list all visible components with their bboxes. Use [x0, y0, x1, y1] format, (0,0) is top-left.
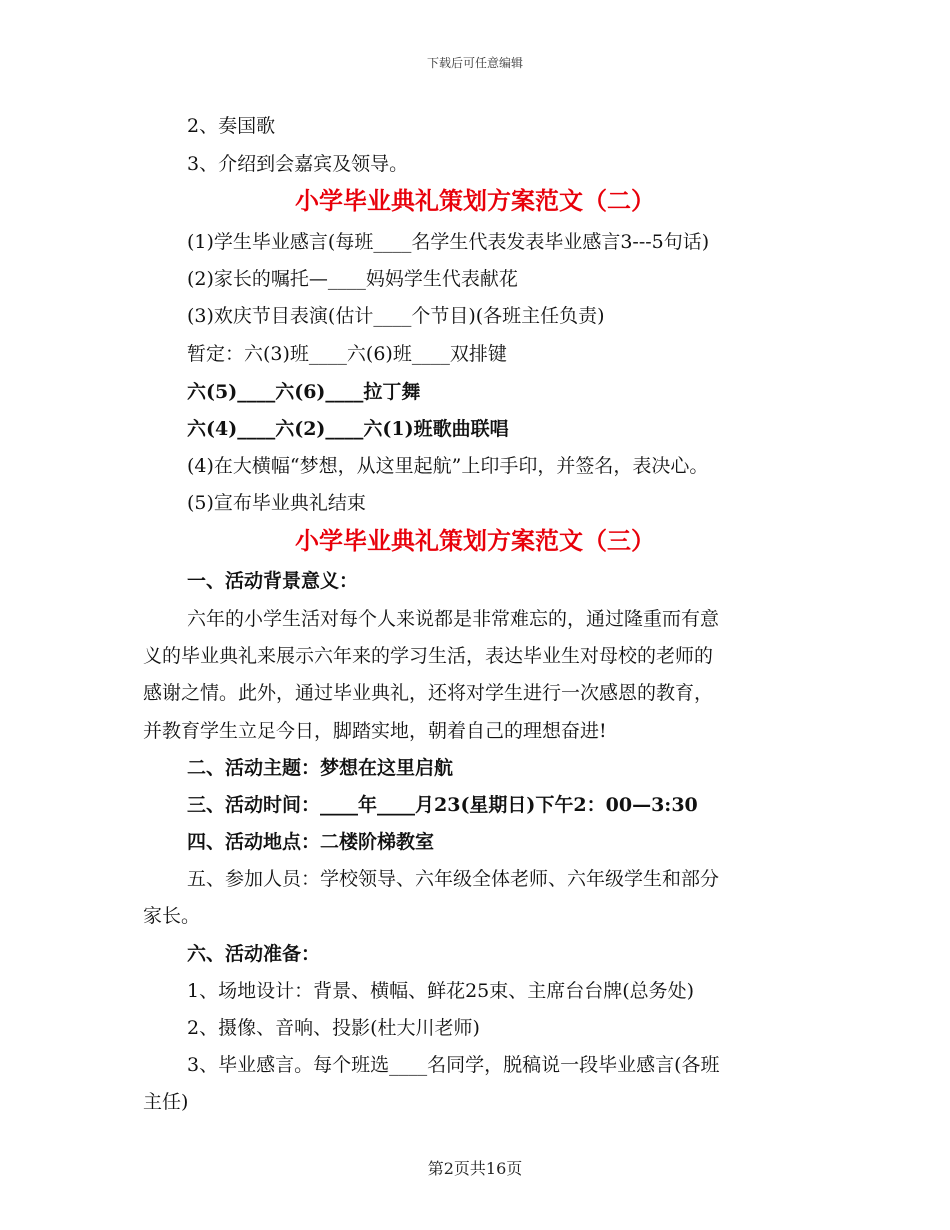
- list-item: (1)学生毕业感言(每班____名学生代表发表毕业感言3---5句话): [187, 231, 710, 253]
- paragraph-line: 3、毕业感言。每个班选____名同学，脱稿说一段毕业感言(各班: [187, 1054, 720, 1076]
- subsection-heading: 六、活动准备：: [187, 943, 321, 965]
- section-heading-3: 小学毕业典礼策划方案范文（三）: [295, 526, 655, 555]
- section-heading-2: 小学毕业典礼策划方案范文（二）: [295, 186, 655, 215]
- paragraph-line: 主任): [143, 1091, 189, 1113]
- program-item-3: 3、介绍到会嘉宾及领导。: [187, 153, 409, 175]
- page-header: 下载后可任意编辑: [426, 56, 523, 70]
- subsection-heading: 三、活动时间：____年____月23(星期日)下午2：00—3:30: [187, 794, 698, 816]
- paragraph-line: 五、参加人员：学校领导、六年级全体老师、六年级学生和部分: [187, 868, 720, 890]
- paragraph-line: 1、场地设计：背景、横幅、鲜花25束、主席台台牌(总务处): [187, 980, 695, 1002]
- paragraph-line: 并教育学生立足今日，脚踏实地，朝着自己的理想奋进!: [143, 720, 607, 742]
- paragraph-line: 义的毕业典礼来展示六年来的学习生活，表达毕业生对母校的老师的: [143, 645, 714, 667]
- list-item: (5)宣布毕业典礼结束: [187, 492, 366, 514]
- list-item: (3)欢庆节目表演(估计____个节目)(各班主任负责): [187, 305, 605, 327]
- program-item-2: 2、奏国歌: [187, 115, 276, 137]
- list-item: (2)家长的嘱托—____妈妈学生代表献花: [187, 268, 518, 290]
- list-item: (4)在大横幅“梦想，从这里起航”上印手印，并签名，表决心。: [187, 455, 709, 477]
- paragraph-line: 2、摄像、音响、投影(杜大川老师): [187, 1017, 480, 1039]
- list-item: 暂定：六(3)班____六(6)班____双排键: [187, 343, 507, 365]
- list-item: 六(5)____六(6)____拉丁舞: [187, 381, 421, 403]
- list-item: 六(4)____六(2)____六(1)班歌曲联唱: [187, 418, 509, 440]
- paragraph-line: 六年的小学生活对每个人来说都是非常难忘的，通过隆重而有意: [187, 608, 720, 630]
- page-footer: 第2页共16页: [427, 1159, 523, 1178]
- subsection-heading: 四、活动地点：二楼阶梯教室: [187, 831, 435, 853]
- subsection-heading: 一、活动背景意义：: [187, 570, 359, 592]
- paragraph-line: 家长。: [143, 905, 201, 927]
- paragraph-line: 感谢之情。此外，通过毕业典礼，还将对学生进行一次感恩的教育，: [143, 682, 714, 704]
- subsection-heading: 二、活动主题：梦想在这里启航: [187, 757, 454, 779]
